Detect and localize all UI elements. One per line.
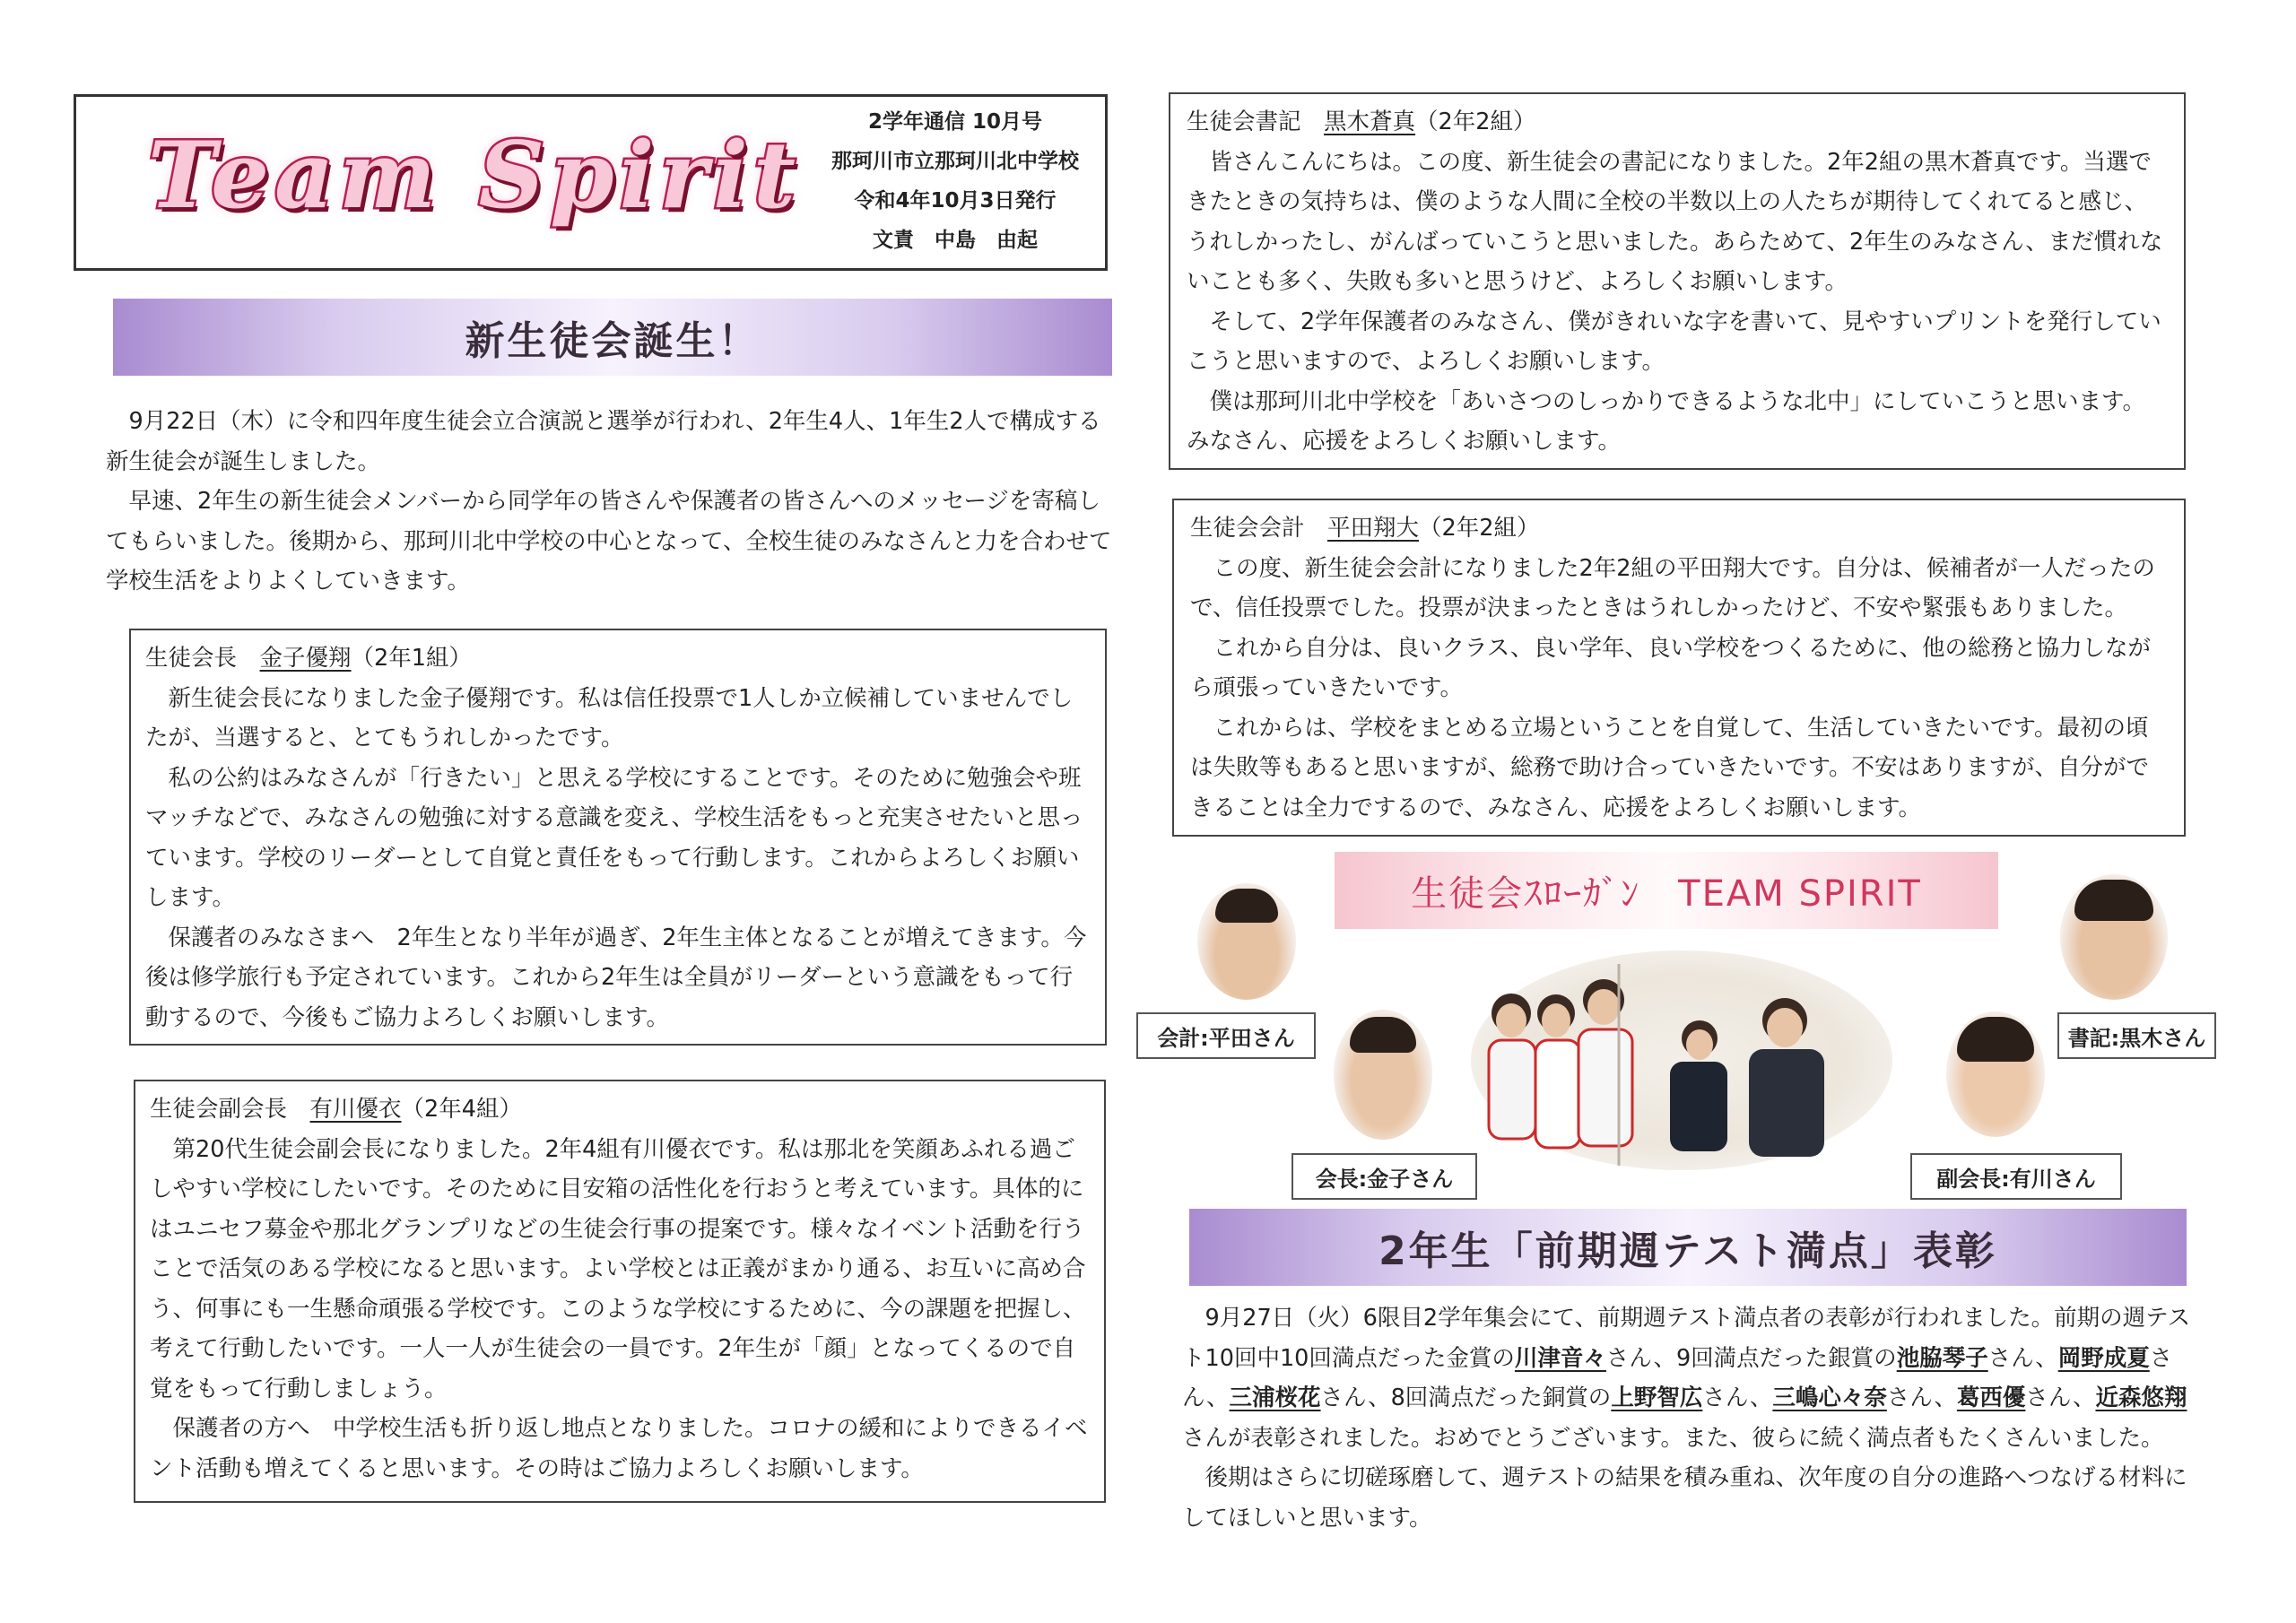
vice-president-label: 副会長:有川さん (1910, 1153, 2122, 1200)
role-label: 生徒会長 (145, 645, 238, 672)
president-paragraph: 新生徒会長になりました金子優翔です。私は信任投票で1人しか立候補していませんでしたが、当選すると、とてもうれしかったです。 (145, 684, 1074, 751)
intro-text (106, 402, 1115, 602)
member-class: （2年2組） (1415, 108, 1536, 135)
secretary-paragraph: 僕は那珂川北中学校を「あいさつのしっかりできるような北中」にしていこうと思います。みなさん、応援をよろしくお願いします。 (1187, 387, 2145, 455)
secretary-message-box (1169, 92, 2186, 470)
masthead-info (812, 102, 1099, 260)
bronze-winner: 葛西優 (1956, 1384, 2026, 1411)
issue-date: 令和4年10月3日発行 (854, 189, 1057, 213)
role-label: 生徒会副会長 (150, 1096, 288, 1123)
intro-paragraph: 9月22日（木）に令和四年度生徒会立合演説と選挙が行われ、2年生4人、1年生2人で構成する新生徒会が誕生しました。 (106, 408, 1101, 475)
vice-president-paragraph: 保護者の方へ 中学校生活も折り返し地点となりました。コロナの緩和によりできるイベント活動も増えてくると思います。その時はご協力よろしくお願いします。 (150, 1415, 1088, 1482)
group-photo (1471, 950, 1892, 1170)
treasurer-paragraph: この度、新生徒会会計になりました2年2組の平田翔大です。自分は、候補者が一人だったので、信任投票でした。投票が決まったときはうれしかったけど、不安や緊張もありました。 (1190, 554, 2155, 621)
member-class: （2年4組） (401, 1096, 522, 1123)
award-title-band (1189, 1209, 2187, 1286)
secretary-label: 書記:黒木さん (2057, 1012, 2216, 1059)
treasurer-label: 会計:平田さん (1136, 1012, 1316, 1059)
gold-winner: 川津音々 (1514, 1344, 1606, 1372)
issue-label: 2学年通信 10月号 (867, 110, 1043, 134)
section-title-band (113, 299, 1112, 376)
treasurer-heading (1190, 508, 2168, 549)
member-name: 平田翔大 (1327, 515, 1420, 542)
president-message-box (129, 629, 1107, 1046)
hair (1350, 1017, 1416, 1053)
hair (2074, 880, 2153, 921)
slogan-text: 生徒会ｽﾛｰｶﾞﾝ TEAM SPIRIT (1411, 872, 1922, 915)
member-class: （2年1組） (351, 645, 472, 672)
award-text-run: さん、 (1182, 1344, 2173, 1411)
vice-president-heading (150, 1089, 1090, 1130)
award-text-run: さん、 (1987, 1344, 2058, 1372)
intro-paragraph: 早速、2年生の新生徒会メンバーから同学年の皆さんや保護者の皆さんへのメッセージを寄稿してもらいました。後期から、那珂川北中学校の中心となって、全校生徒のみなさんと力を合わせて学校生活をよりよくしていきます。 (106, 488, 1112, 595)
vice-president-message-box (134, 1080, 1106, 1503)
president-heading (145, 638, 1091, 679)
vice-president-portrait (1946, 1011, 2045, 1137)
award-text (1182, 1298, 2191, 1538)
silver-winner: 三浦桜花 (1229, 1384, 1321, 1411)
vice-president-paragraph: 第20代生徒会副会長になりました。2年4組有川優衣です。私は那北を笑顔あふれる過ごしやすい学校にしたいです。そのために目安箱の活性化を行おうと考えています。具体的にはユニセフ募金や那北グランプリなどの生徒会行事の提案です。様々なイベント活動を行うことで活気のある学校になると思います。よい学校とは正義がまかり通る、お互いに高め合う、何事にも一生懸命頑張る学校です。このような学校にするために、今の課題を把握し、考えて行動したいです。一人一人が生徒会の一員です。2年生が「顔」となってくるので自覚をもって行動しましょう。 (150, 1135, 1086, 1402)
treasurer-message-box (1172, 499, 2186, 837)
treasurer-portrait (1197, 883, 1296, 1000)
bronze-winner: 三嶋心々奈 (1772, 1384, 1887, 1411)
role-label: 生徒会書記 (1187, 108, 1301, 135)
editor-credit: 文責 中島 由起 (873, 229, 1038, 252)
secretary-paragraph: そして、2学年保護者のみなさん、僕がきれいな字を書いて、見やすいプリントを発行していこうと思いますので、よろしくお願いします。 (1187, 308, 2161, 375)
hair (1957, 1017, 2034, 1062)
bronze-winner: 近森悠翔 (2095, 1384, 2187, 1411)
member-name: 黒木蒼真 (1324, 108, 1416, 135)
award-paragraph: 後期はさらに切磋琢磨して、週テストの結果を積み重ね、次年度の自分の進路へつなげる材料にしてほしいと思います。 (1182, 1464, 2187, 1532)
treasurer-paragraph: これから自分は、良いクラス、良い学年、良い学校をつくるために、他の総務と協力しながら頑張っていきたいです。 (1190, 634, 2152, 701)
president-label: 会長:金子さん (1292, 1153, 1477, 1200)
award-title: 2年生「前期週テスト満点」表彰 (1378, 1228, 1997, 1274)
award-text-run: さん、9回満点だった銀賞の (1605, 1344, 1897, 1372)
award-text-run: さん、8回満点だった銅賞の (1320, 1384, 1612, 1411)
hair (1215, 889, 1278, 923)
secretary-heading (1187, 102, 2168, 143)
role-label: 生徒会会計 (1190, 515, 1305, 542)
award-text-run: さんが表彰されました。おめでとうございます。また、彼らに続く満点者もたくさんいました。 (1182, 1424, 2164, 1452)
treasurer-paragraph: これからは、学校をまとめる立場ということを自覚して、生活していきたいです。最初の頃は失敗等もあると思いますが、総務で助け合っていきたいです。不安はありますが、自分ができることは全力でするので、みなさん、応援をよろしくお願いします。 (1190, 714, 2149, 821)
member-name: 金子優翔 (259, 645, 352, 672)
award-text-run: さん、 (2025, 1384, 2096, 1411)
member-class: （2年2組） (1419, 515, 1540, 542)
section-title: 新生徒会誕生！ (465, 318, 761, 364)
secretary-portrait (2060, 874, 2168, 1000)
bronze-winner: 上野智広 (1611, 1384, 1703, 1411)
school-name: 那珂川市立那珂川北中学校 (831, 150, 1079, 173)
slogan-banner (1335, 852, 1998, 929)
group-photo-figures (1471, 950, 1892, 1170)
president-portrait (1334, 1010, 1432, 1140)
award-text-run: さん、 (1702, 1384, 1773, 1411)
member-name: 有川優衣 (309, 1096, 402, 1123)
award-text-run: さん、 (1886, 1384, 1957, 1411)
masthead (74, 94, 1108, 271)
silver-winner: 岡野成夏 (2057, 1344, 2150, 1372)
president-paragraph: 保護者のみなさまへ 2年生となり半年が過ぎ、2年生主体となることが増えてきます。今後は修学旅行も予定されています。これから2年生は全員がリーダーという意識をもって行動するので、今後もご協力よろしくお願いします。 (145, 924, 1087, 1031)
silver-winner: 池脇琴子 (1896, 1344, 1988, 1372)
president-paragraph: 私の公約はみなさんが「行きたい」と思える学校にすることです。そのために勉強会や班マッチなどで、みなさんの勉強に対する意識を変え、学校生活をもっと充実させたいと思っています。学校のリーダーとして自覚と責任をもって行動します。これからよろしくお願いします。 (145, 764, 1083, 911)
secretary-paragraph: 皆さんこんにちは。この度、新生徒会の書記になりました。2年2組の黒木蒼真です。当選できたときの気持ちは、僕のような人間に全校の半数以上の人たちが期待してくれてると感じ、うれしかったし、がんばっていこうと思いました。あらためて、2年生のみなさん、まだ慣れないことも多く、失敗も多いと思うけど、よろしくお願いします。 (1187, 148, 2163, 295)
award-text-run: 9月27日（火）6限目2学年集会にて、前期週テスト満点者の表彰が行われました。前期の週テスト10回中10回満点だった金賞の (1182, 1305, 2191, 1372)
team-spirit-logo: Team Spirit (148, 122, 801, 230)
award-paragraph (1182, 1298, 2191, 1458)
